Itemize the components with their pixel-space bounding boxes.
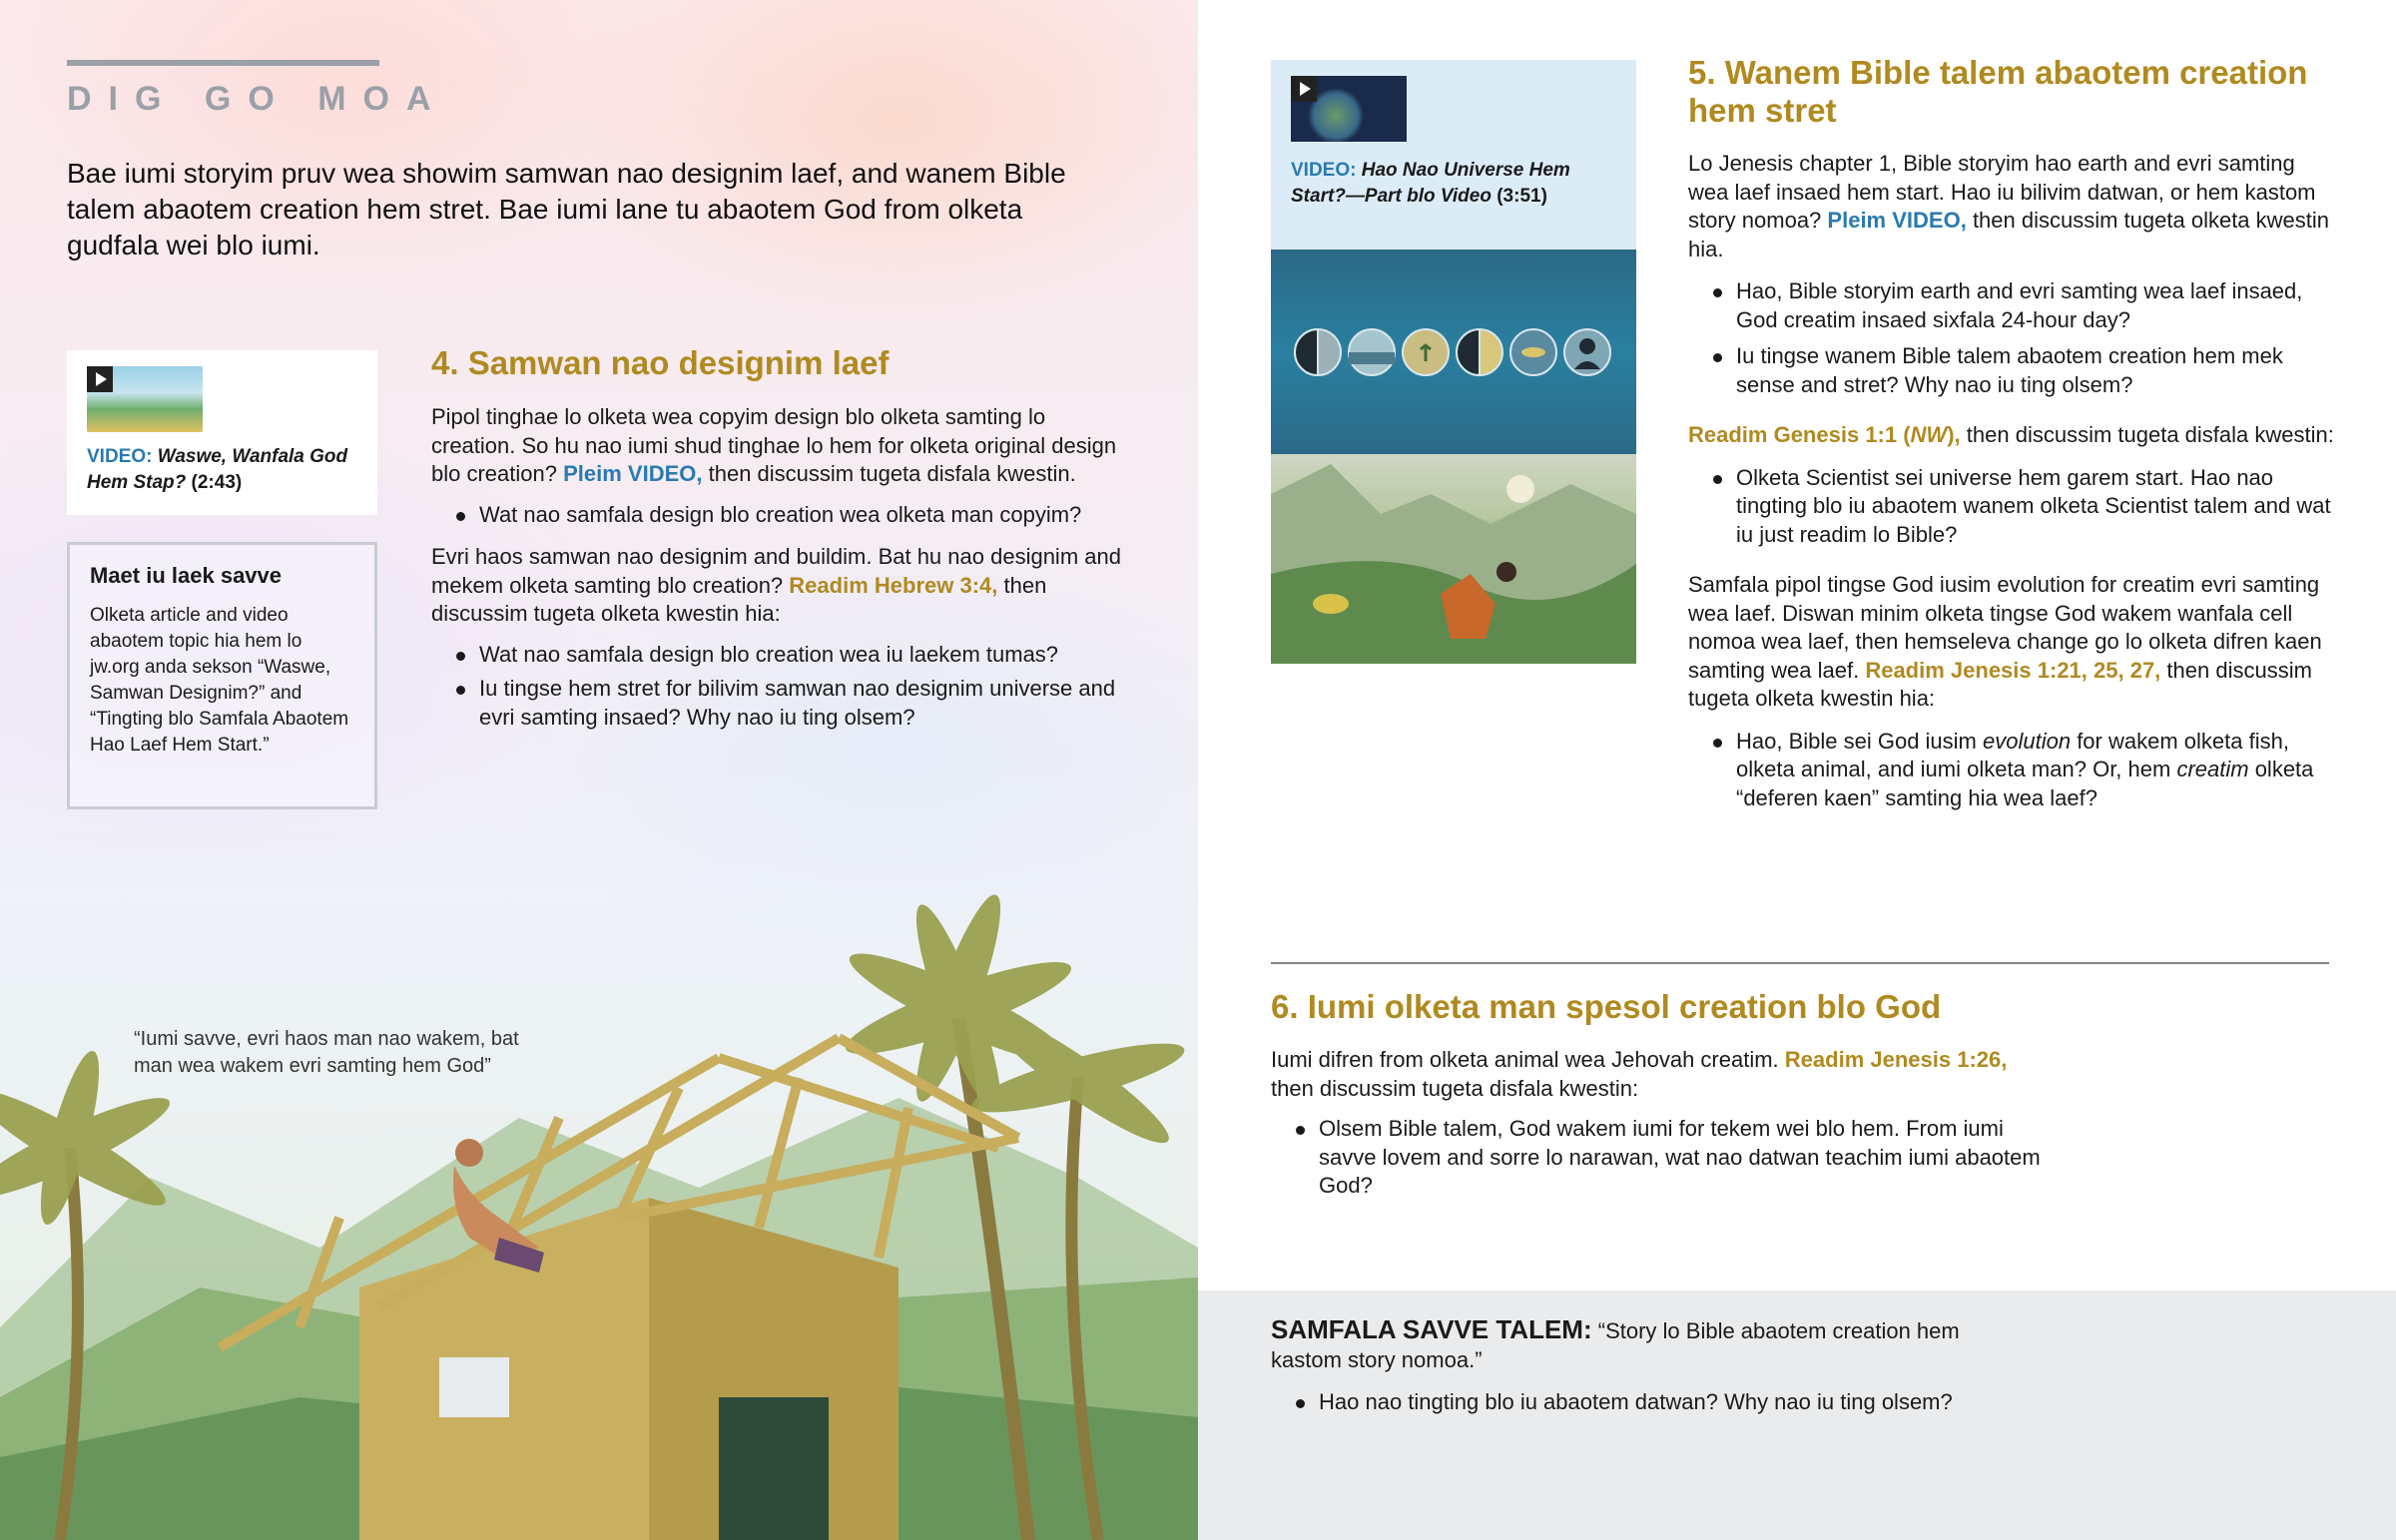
section-divider: [1271, 962, 2329, 964]
question-item: Hao, Bible storyim earth and evri samting wea laef insaed, God creatim insaed sixfala 24-hour day?: [1688, 277, 2337, 334]
video-caption: [87, 444, 357, 496]
section-5: [1688, 54, 2337, 812]
video-thumbnail[interactable]: [87, 366, 203, 432]
question-item: Hao nao tingting blo iu abaotem datwan? Why nao iu ting olsem?: [1271, 1388, 2030, 1417]
scripture-link-genesis-1-1[interactable]: Readim Genesis 1:1 (NW),: [1688, 422, 1961, 447]
info-box-title: Maet iu laek savve: [90, 563, 283, 588]
video-caption: [1291, 158, 1616, 210]
question-item: Wat nao samfala design blo creation wea iu laekem tumas?: [431, 641, 1130, 670]
info-box: [67, 542, 377, 809]
right-page: [1198, 0, 2396, 1540]
section-4-paragraph-1: Pipol tinghae lo olketa wea copyim design blo olketa samting lo creation. So hu nao iumi shud tinghae lo hem for olketa original design blo creation? Pleim VIDEO, then discussim tugeta disfala kwestin.: [431, 404, 1117, 486]
question-item: Hao, Bible sei God iusim evolution for wakem olketa fish, olketa animal, and iumi olketa man? Or, hem creatim olketa “deferen kaen” samting hia wea laef?: [1688, 728, 2337, 813]
question-item: Olketa Scientist sei universe hem garem start. Hao nao tingting blo iu abaotem wanem olketa Scientist talem and wat iu just readim lo Bible?: [1688, 464, 2337, 550]
play-icon[interactable]: [87, 366, 113, 392]
intro-paragraph: Bae iumi storyim pruv wea showim samwan nao designim laef, and wanem Bible talem abaotem creation hem stret. Bae iumi lane tu abaotem God from olketa gudfala wei blo iumi.: [67, 158, 1066, 260]
play-video-link[interactable]: Pleim VIDEO,: [1827, 208, 1967, 233]
video-title[interactable]: Hao Nao Universe Hem Start?—Part blo Video: [1291, 160, 1570, 207]
video-label: VIDEO:: [87, 446, 153, 467]
scripture-link-jenesis-1-21[interactable]: Readim Jenesis 1:21, 25, 27,: [1865, 657, 2161, 683]
section-5-paragraph-3: Samfala pipol tingse God iusim evolution for creatim evri samting wea laef. Diswan minim olketa tingse God wakem wanfala cell nomoa wea laef, then hemseleva change go lo olketa difren kaen samting wea laef. Readim Jenesis 1:21, 25, 27, then discussim tugeta olketa kwestin hia:: [1688, 572, 2322, 711]
kicker-rule: [67, 60, 379, 66]
section-4-questions-1: [431, 501, 1130, 530]
section-4-questions-2: [431, 641, 1130, 733]
section-5-paragraph-2: Readim Genesis 1:1 (NW), then discussim tugeta disfala kwestin:: [1688, 422, 2334, 447]
page-kicker: DIG GO MOA: [67, 80, 448, 118]
video-thumbnail[interactable]: [1291, 76, 1407, 142]
creation-days-icons: [1271, 250, 1636, 454]
question-item: Wat nao samfala design blo creation wea olketa man copyim?: [431, 501, 1130, 530]
video-title[interactable]: Waswe, Wanfala God Hem Stap?: [87, 446, 348, 493]
creation-landscape-image: [1271, 454, 1636, 664]
play-icon[interactable]: [1291, 76, 1317, 102]
scripture-link-hebrew[interactable]: Readim Hebrew 3:4,: [789, 572, 998, 598]
footer-panel: [1198, 1290, 2396, 1540]
info-box-body: Olketa article and video abaotem topic hia hem lo jw.org anda sekson “Waswe, Samwan Designim?” and “Tingting blo Samfala Abaotem Hao Laef Hem Start.”: [90, 605, 349, 756]
section-5-title: 5. Wanem Bible talem abaotem creation hem stret: [1688, 54, 2308, 129]
video-panel-2[interactable]: [1271, 60, 1636, 664]
question-item: Iu tingse hem stret for bilivim samwan nao designim universe and evri samting insaed? Why nao iu ting olsem?: [431, 675, 1130, 732]
section-5-questions-1: [1688, 277, 2337, 399]
footer-statement: SAMFALA SAVVE TALEM: “Story lo Bible abaotem creation hem kastom story nomoa.”: [1271, 1314, 1960, 1372]
section-4-paragraph-2: Evri haos samwan nao designim and buildim. Bat hu nao designim and mekem olketa samting blo creation? Readim Hebrew 3:4, then discussim tugeta olketa kwestin hia:: [431, 544, 1121, 626]
section-6-paragraph-1: Iumi difren from olketa animal wea Jehovah creatim. Readim Jenesis 1:26, then discussim tugeta disfala kwestin:: [1271, 1047, 2008, 1101]
section-5-questions-3: [1688, 728, 2337, 813]
video-duration: (3:51): [1497, 186, 1547, 207]
section-6-title: 6. Iumi olketa man spesol creation blo God: [1271, 988, 1942, 1025]
section-4-title: 4. Samwan nao designim laef: [431, 344, 890, 381]
question-item: Iu tingse wanem Bible talem abaotem creation hem mek sense and stret? Why nao iu ting olsem?: [1688, 342, 2337, 399]
scripture-link-jenesis-1-26[interactable]: Readim Jenesis 1:26,: [1784, 1047, 2008, 1072]
section-5-paragraph-1: Lo Jenesis chapter 1, Bible storyim hao earth and evri samting wea laef insaed hem start. Hao iu bilivim datwan, or hem kastom story nomoa? Pleim VIDEO, then discussim tugeta olketa kwestin hia.: [1688, 151, 2330, 261]
play-video-link[interactable]: Pleim VIDEO,: [563, 461, 703, 486]
footer-questions: [1271, 1388, 2030, 1417]
video-card-1[interactable]: [67, 350, 377, 515]
section-4: [431, 344, 1130, 732]
scripture-quote: “Iumi savve, evri haos man nao wakem, bat man wea wakem evri samting hem God”: [134, 1028, 519, 1077]
video-duration: (2:43): [191, 472, 243, 493]
section-6-questions: [1271, 1115, 2050, 1201]
video-label: VIDEO:: [1291, 160, 1357, 181]
section-5-questions-2: [1688, 464, 2337, 550]
section-6: [1271, 988, 2050, 1201]
question-item: Olsem Bible talem, God wakem iumi for tekem wei blo hem. From iumi savve lovem and sorre lo narawan, wat nao datwan teachim iumi abaotem God?: [1271, 1115, 2050, 1201]
footer-label: SAMFALA SAVVE TALEM:: [1271, 1314, 1592, 1344]
